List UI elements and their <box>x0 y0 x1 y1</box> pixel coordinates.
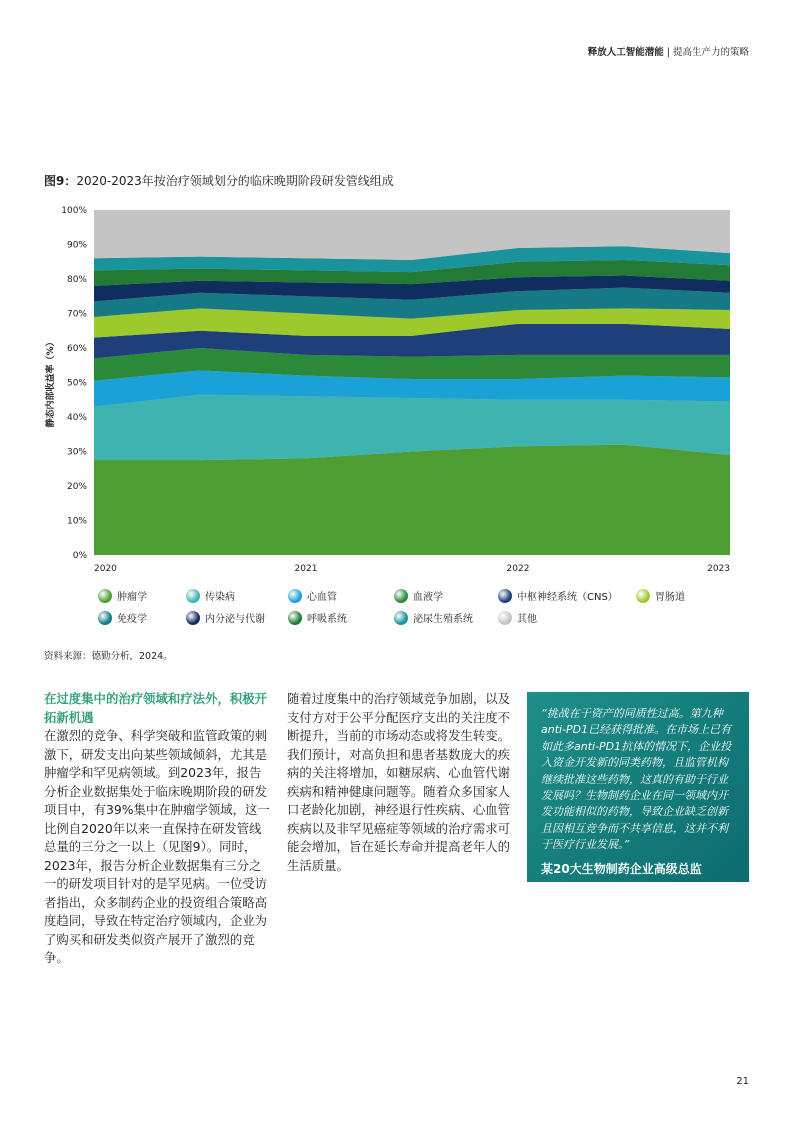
figure-title <box>44 172 394 189</box>
text-column-1 <box>44 690 272 968</box>
legend-item <box>186 610 265 625</box>
y-tick-label: 100% <box>61 206 87 216</box>
legend-label: 泌尿生殖系统 <box>413 614 473 625</box>
legend-swatch-icon <box>98 589 112 603</box>
y-tick-label: 80% <box>66 275 87 285</box>
legend-item <box>98 588 147 603</box>
legend-label: 传染病 <box>205 592 235 603</box>
source-note: 资料来源：德勤分析，2024。 <box>44 651 173 662</box>
legend-label: 心血管 <box>307 592 337 603</box>
header-separator: | <box>666 47 670 58</box>
pull-quote <box>527 692 749 882</box>
y-tick-label: 50% <box>66 378 87 389</box>
legend-label: 免疫学 <box>117 614 147 625</box>
legend-item <box>288 588 337 603</box>
y-tick-label: 40% <box>66 413 87 423</box>
y-tick-label: 0% <box>72 551 87 561</box>
quote-attribution: 某20大生物制药企业高级总监 <box>541 861 702 876</box>
chart-svg <box>40 198 755 578</box>
legend-label: 血液学 <box>413 592 443 603</box>
y-tick-label: 20% <box>66 482 87 492</box>
legend-label: 胃肠道 <box>655 592 685 603</box>
page-number: 21 <box>736 1076 749 1087</box>
stacked-area-chart <box>40 198 755 578</box>
legend-item <box>498 610 537 625</box>
legend-swatch-icon <box>636 589 650 603</box>
legend-swatch-icon <box>394 611 408 625</box>
quote-text: “挑战在于资产的同质性过高。第九种anti-PD1已经获得批准。在市场上已有如此多anti-PD1抗体的情况下，企业投入资金开发新的同类药物，且监管机构继续批准这些药物，这真的有助于行业发展吗？生物制药企业在同一领域内开发功能相似的药物，导致企业缺乏创新且因相互竞争而不共享信息，这并不利于医疗行业发展。” <box>541 707 732 852</box>
header-subtitle: 提高生产力的策略 <box>672 47 749 58</box>
section-heading: 在过度集中的治疗领域和疗法外，积极开拓新机遇 <box>44 691 268 725</box>
legend-swatch-icon <box>498 611 512 625</box>
running-header <box>588 44 749 58</box>
legend-swatch-icon <box>394 589 408 603</box>
legend-item <box>394 610 473 625</box>
area-series-1 <box>94 445 730 555</box>
legend-item <box>98 610 147 625</box>
column2-body: 随着过度集中的治疗领域竞争加剧，以及支付方对于公平分配医疗支出的关注度不断提升，当前的市场动态或将发生转变。我们预计，对高负担和患者基数庞大的疾病的关注将增加，如糖尿病、心血管代谢疾病和精神健康问题等。随着众多国家人口老龄化加剧，神经退行性疾病、心血管疾病以及非罕见癌症等领域的治疗需求可能会增加，旨在延长寿命并提高老年人的生活质量。 <box>287 691 511 873</box>
y-axis-label: 静态内部收益率（%） <box>46 337 56 428</box>
legend-item <box>498 588 618 603</box>
legend-swatch-icon <box>288 611 302 625</box>
legend-label: 肿瘤学 <box>117 592 147 603</box>
y-tick-label: 10% <box>66 516 87 527</box>
legend-item <box>636 588 685 603</box>
legend-swatch-icon <box>288 589 302 603</box>
text-column-2 <box>287 690 515 875</box>
x-tick-label: 2022 <box>506 564 530 574</box>
legend-label: 呼吸系统 <box>307 614 347 625</box>
legend-swatch-icon <box>498 589 512 603</box>
legend-item <box>288 610 347 625</box>
legend-swatch-icon <box>186 589 200 603</box>
legend-swatch-icon <box>98 611 112 625</box>
legend-label: 其他 <box>517 614 537 625</box>
legend-item <box>394 588 443 603</box>
figure-caption: 2020-2023年按治疗领域划分的临床晚期阶段研发管线组成 <box>76 174 394 188</box>
y-tick-label: 30% <box>66 447 87 458</box>
header-title: 释放人工智能潜能 <box>587 47 664 58</box>
y-tick-label: 90% <box>66 240 87 251</box>
legend-label: 中枢神经系统（CNS） <box>517 592 618 603</box>
legend-swatch-icon <box>186 611 200 625</box>
y-tick-label: 70% <box>66 309 87 320</box>
y-tick-label: 60% <box>66 344 87 354</box>
legend-label: 内分泌与代谢 <box>205 614 265 625</box>
x-tick-label: 2021 <box>294 564 318 574</box>
x-tick-label: 2023 <box>707 564 730 574</box>
x-tick-label: 2020 <box>94 564 117 574</box>
column1-body: 在激烈的竞争、科学突破和监管政策的刺激下，研发支出向某些领域倾斜，尤其是肿瘤学和罕见病领域。到2023年，报告分析企业数据集处于临床晚期阶段的研发项目中，有39%集中在肿瘤学领域，这一比例自2020年以来一直保持在研发管线总量的三分之一以上（见图9）。同时，2023年，报告分析企业数据集有三分之一的研发项目针对的是罕见病。一位受访者指出，众多制药企业的投资组合策略高度趋同，导致在特定治疗领域内，企业为了购买和研发类似资产展开了激烈的竞争。 <box>44 728 270 965</box>
legend-item <box>186 588 235 603</box>
figure-label: 图9： <box>44 174 77 188</box>
